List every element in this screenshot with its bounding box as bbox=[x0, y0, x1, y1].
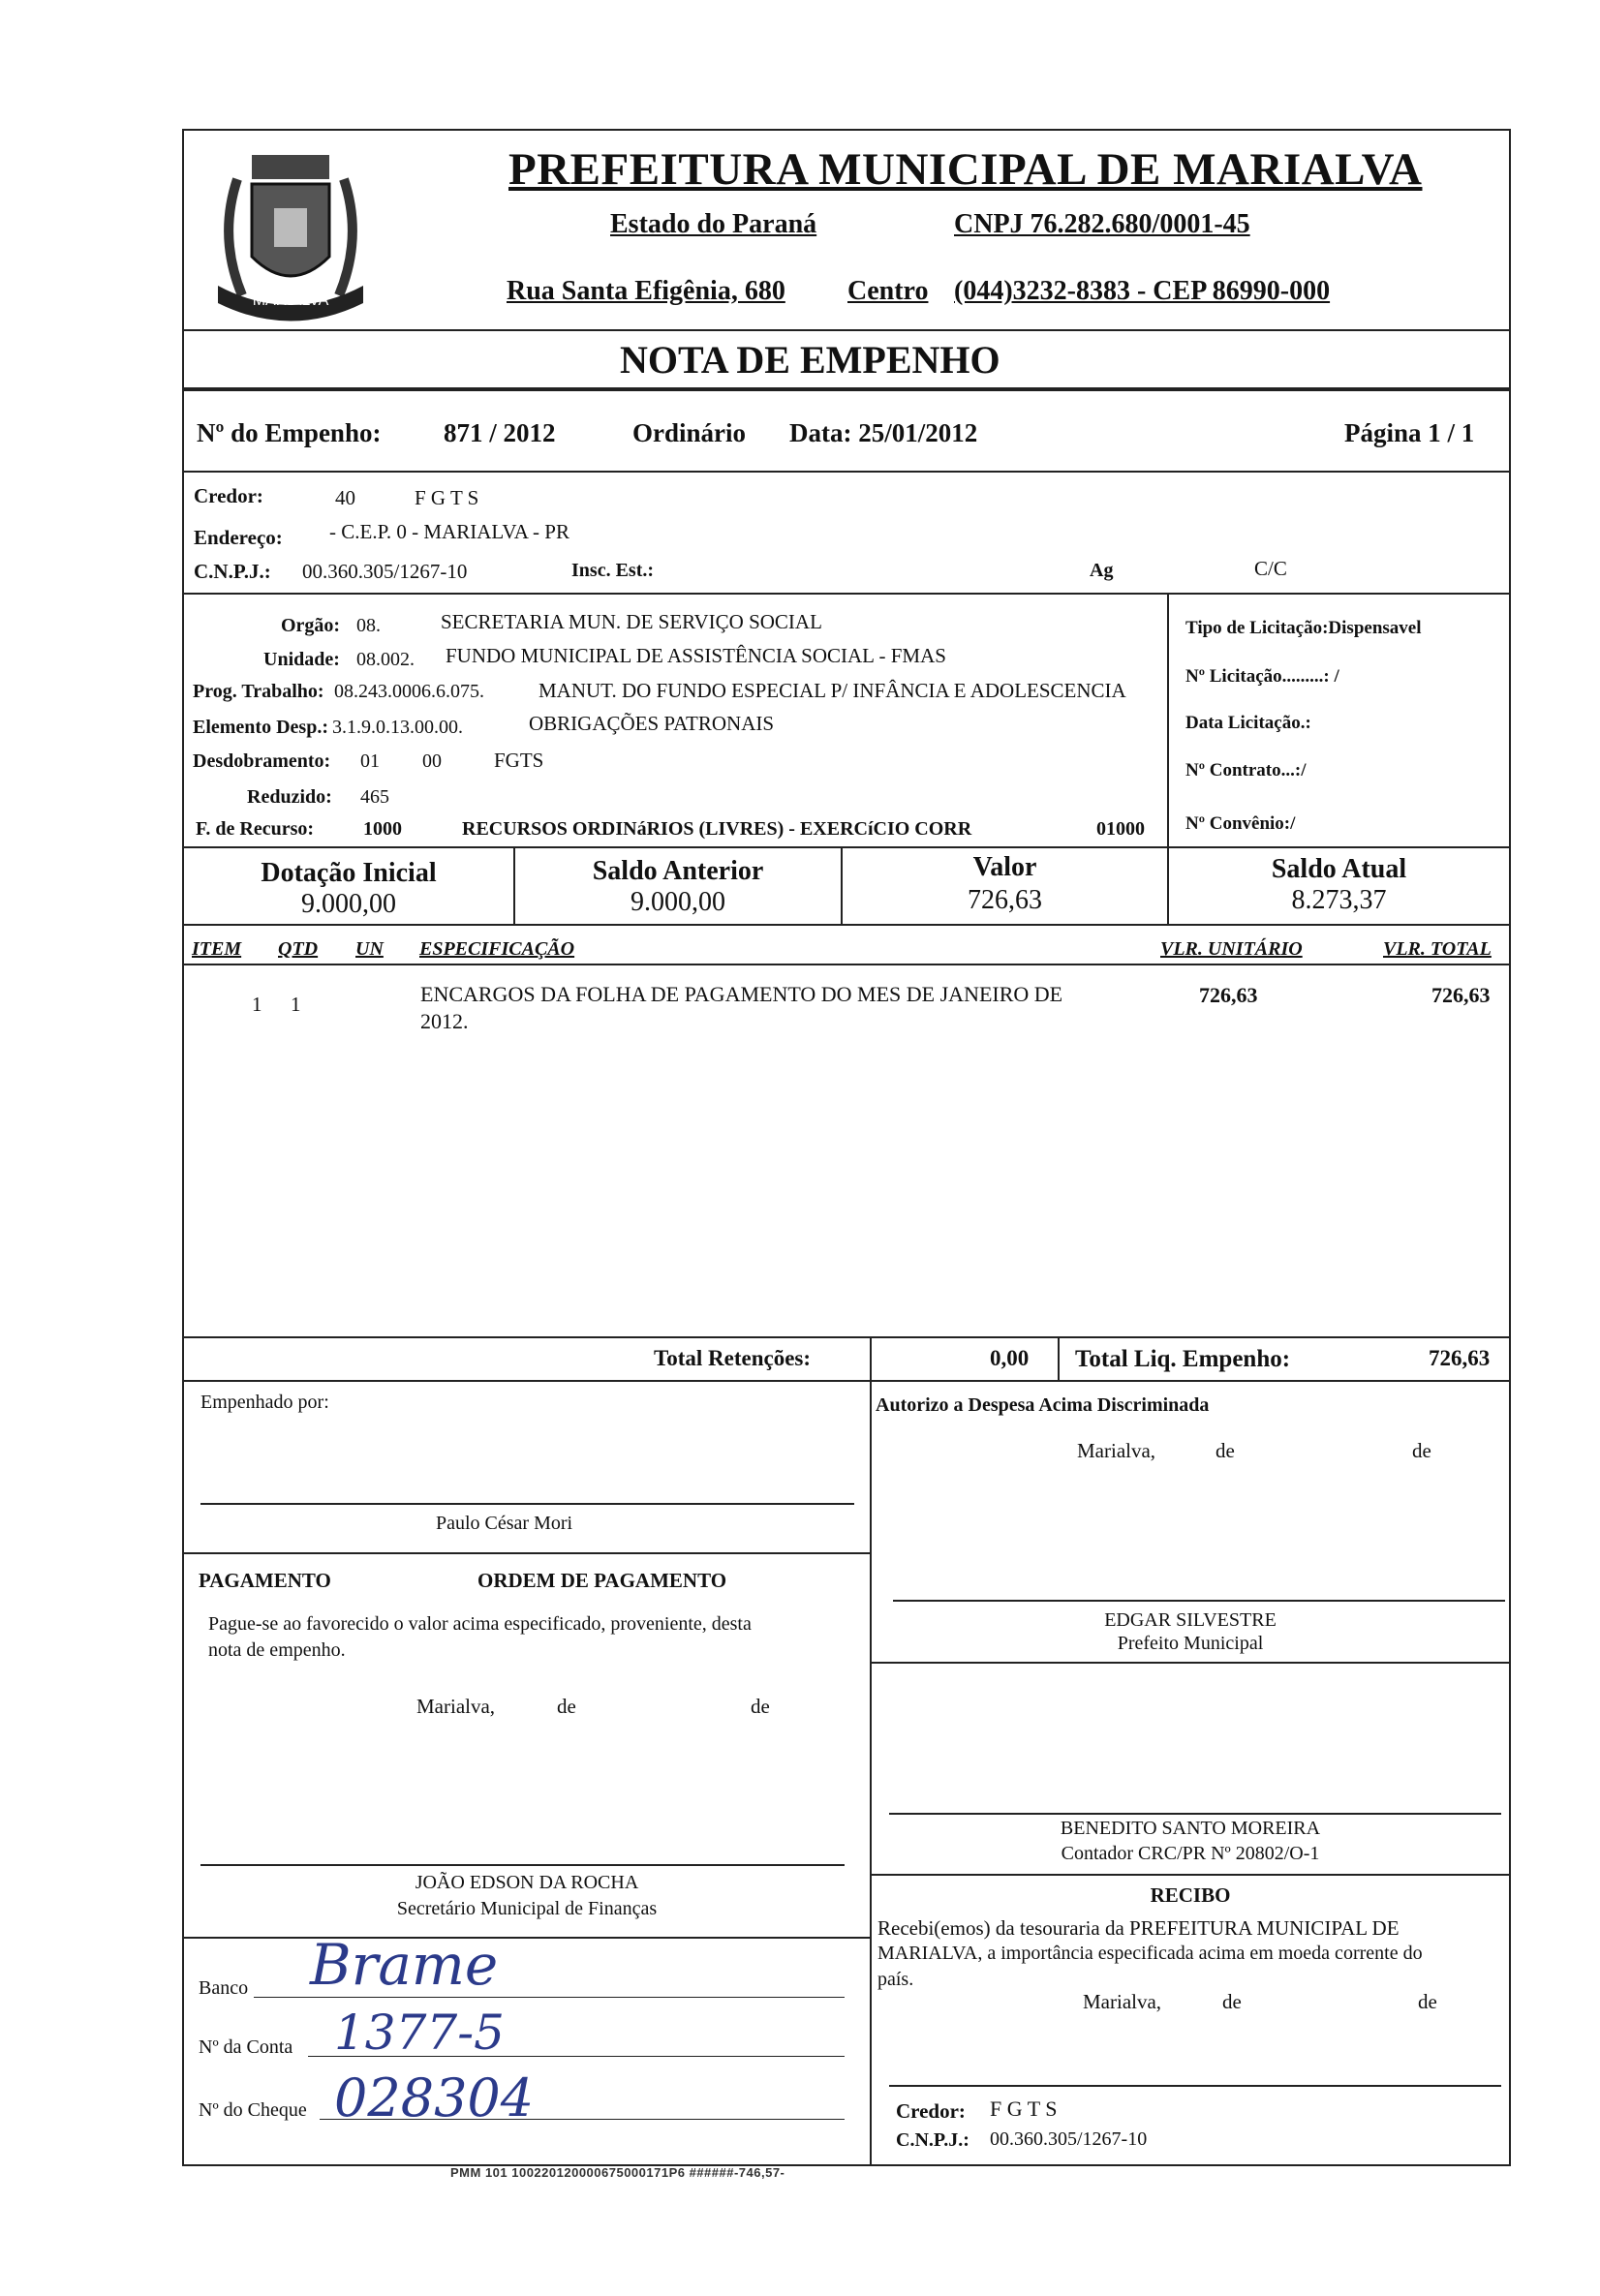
empenhado-name: Paulo César Mori bbox=[436, 1513, 573, 1534]
prefeito-title: Prefeito Municipal bbox=[1117, 1633, 1264, 1654]
divider bbox=[182, 329, 1511, 331]
numero-licitacao: Nº Licitação.........: / bbox=[1185, 666, 1339, 687]
unidade-code: 08.002. bbox=[356, 649, 415, 670]
cc-label: C/C bbox=[1254, 557, 1287, 580]
credor-label: Credor: bbox=[194, 484, 263, 507]
recibo-line-2: MARIALVA, a importância especificada acima em moeda corrente do bbox=[877, 1943, 1423, 1964]
page-title: PREFEITURA MUNICIPAL DE MARIALVA bbox=[508, 144, 1423, 195]
pagamento-de-1: de bbox=[557, 1695, 576, 1718]
divider bbox=[182, 964, 1511, 965]
signature-line bbox=[200, 1864, 845, 1866]
autorizo-label: Autorizo a Despesa Acima Discriminada bbox=[876, 1394, 1210, 1416]
dotacao-inicial-label: Dotação Inicial bbox=[261, 858, 437, 888]
fonte-recurso-num: 01000 bbox=[1096, 818, 1145, 840]
district-label: Centro bbox=[847, 276, 929, 306]
desdobramento-b: 00 bbox=[422, 750, 442, 772]
pagamento-text-1: Pague-se ao favorecido o valor acima especificado, proveniente, desta bbox=[208, 1613, 752, 1635]
divider bbox=[870, 1662, 1511, 1664]
liquido-value: 726,63 bbox=[1429, 1346, 1491, 1370]
recibo-de-2: de bbox=[1418, 1990, 1437, 2013]
autorizo-de-1: de bbox=[1215, 1439, 1235, 1462]
frame-right bbox=[1509, 129, 1511, 2166]
divider bbox=[182, 1552, 872, 1554]
signature-line bbox=[200, 1503, 854, 1505]
fonte-recurso-label: F. de Recurso: bbox=[196, 818, 315, 840]
fonte-recurso-code: 1000 bbox=[363, 818, 402, 840]
dotacao-inicial-value: 9.000,00 bbox=[301, 889, 396, 919]
contador-title: Contador CRC/PR Nº 20802/O-1 bbox=[1061, 1843, 1320, 1864]
recibo-line-1: Recebi(emos) da tesouraria da PREFEITURA MUNICIPAL DE bbox=[877, 1916, 1400, 1940]
valor-value: 726,63 bbox=[968, 885, 1042, 915]
divider bbox=[870, 1336, 872, 1381]
address-label: Rua Santa Efigênia, 680 bbox=[507, 276, 785, 306]
item-desc-line2: 2012. bbox=[420, 1009, 469, 1033]
contador-name: BENEDITO SANTO MOREIRA bbox=[1060, 1818, 1321, 1839]
signature-line bbox=[889, 2085, 1501, 2087]
banco-label: Banco bbox=[199, 1977, 249, 1999]
empenhado-label: Empenhado por: bbox=[200, 1392, 329, 1413]
signature-line bbox=[889, 1813, 1501, 1815]
saldo-atual-value: 8.273,37 bbox=[1291, 885, 1387, 915]
recibo-cnpj-value: 00.360.305/1267-10 bbox=[990, 2128, 1148, 2150]
divider bbox=[182, 387, 1511, 391]
data-licitacao: Data Licitação.: bbox=[1185, 713, 1311, 733]
frame-left bbox=[182, 129, 184, 2166]
signature-line bbox=[893, 1600, 1505, 1602]
divider bbox=[182, 593, 1511, 595]
prog-trabalho-desc: MANUT. DO FUNDO ESPECIAL P/ INFÂNCIA E ADOLESCENCIA bbox=[538, 679, 1126, 702]
unidade-label: Unidade: bbox=[263, 649, 340, 670]
item-qtd: 1 bbox=[291, 993, 301, 1016]
cheque-label: Nº do Cheque bbox=[199, 2099, 307, 2121]
ordem-pagamento-label: ORDEM DE PAGAMENTO bbox=[477, 1569, 727, 1592]
col-espec-header: ESPECIFICAÇÃO bbox=[419, 938, 575, 960]
credor-name: F G T S bbox=[415, 486, 479, 509]
saldo-atual-label: Saldo Atual bbox=[1271, 854, 1407, 884]
divider bbox=[870, 1874, 1511, 1876]
state-label: Estado do Paraná bbox=[610, 209, 817, 239]
liquido-label: Total Liq. Empenho: bbox=[1075, 1346, 1291, 1372]
prefeito-name: EDGAR SILVESTRE bbox=[1104, 1609, 1277, 1631]
col-qtd-header: QTD bbox=[278, 938, 319, 960]
pagamento-label: PAGAMENTO bbox=[199, 1569, 331, 1592]
orgao-code: 08. bbox=[356, 615, 381, 636]
item-total-value: 726,63 bbox=[1431, 983, 1491, 1007]
elemento-desc: OBRIGAÇÕES PATRONAIS bbox=[529, 712, 775, 735]
pagamento-de-2: de bbox=[751, 1695, 770, 1718]
autorizo-city: Marialva, bbox=[1077, 1439, 1156, 1462]
elemento-code: 3.1.9.0.13.00.00. bbox=[332, 717, 463, 738]
divider bbox=[182, 471, 1511, 473]
endereco-value: - C.E.P. 0 - MARIALVA - PR bbox=[329, 520, 569, 543]
reduzido-label: Reduzido: bbox=[247, 786, 332, 808]
secretario-title: Secretário Municipal de Finanças bbox=[396, 1898, 658, 1919]
fonte-recurso-desc: RECURSOS ORDINáRIOS (LIVRES) - EXERCíCIO CORR bbox=[462, 818, 972, 840]
pagamento-city: Marialva, bbox=[416, 1695, 496, 1718]
divider bbox=[182, 846, 1511, 848]
frame-bottom bbox=[182, 2164, 1511, 2166]
divider bbox=[182, 924, 1511, 926]
divider bbox=[182, 1380, 1511, 1382]
doc-title: NOTA DE EMPENHO bbox=[620, 338, 1000, 382]
credor-code: 40 bbox=[335, 486, 355, 509]
item-number: 1 bbox=[252, 993, 262, 1016]
recibo-city: Marialva, bbox=[1083, 1990, 1162, 2013]
empenho-number: 871 / 2012 bbox=[444, 418, 556, 447]
col-un-header: UN bbox=[355, 938, 384, 960]
pagamento-text-2: nota de empenho. bbox=[208, 1639, 346, 1661]
retencoes-label: Total Retenções: bbox=[654, 1346, 812, 1370]
page-number: Página 1 / 1 bbox=[1344, 418, 1475, 447]
recibo-line-3: país. bbox=[877, 1969, 914, 1990]
col-vlr-total-header: VLR. TOTAL bbox=[1383, 938, 1492, 960]
frame-top bbox=[182, 129, 1511, 131]
tipo-licitacao: Tipo de Licitação:Dispensavel bbox=[1185, 618, 1422, 638]
divider bbox=[1167, 593, 1169, 846]
municipal-logo bbox=[199, 140, 383, 334]
recibo-credor-value: F G T S bbox=[990, 2097, 1058, 2121]
svg-text:MARIALVA: MARIALVA bbox=[252, 292, 329, 309]
desdobramento-desc: FGTS bbox=[494, 749, 544, 772]
recibo-credor-label: Credor: bbox=[896, 2099, 966, 2123]
item-desc-line1: ENCARGOS DA FOLHA DE PAGAMENTO DO MES DE JANEIRO DE bbox=[420, 982, 1063, 1006]
divider bbox=[870, 1380, 872, 2164]
recibo-cnpj-label: C.N.P.J.: bbox=[896, 2129, 969, 2151]
desdobramento-a: 01 bbox=[360, 750, 380, 772]
reduzido-value: 465 bbox=[360, 786, 389, 808]
divider bbox=[1058, 1336, 1060, 1381]
endereco-label: Endereço: bbox=[194, 526, 283, 549]
empenho-type: Ordinário bbox=[632, 418, 747, 447]
item-unit-value: 726,63 bbox=[1199, 983, 1258, 1007]
ag-label: Ag bbox=[1090, 560, 1114, 581]
credor-cnpj: 00.360.305/1267-10 bbox=[302, 560, 468, 583]
cheque-handwritten: 028304 bbox=[334, 2067, 535, 2128]
banco-handwritten: Brame bbox=[310, 1932, 499, 1998]
col-vlr-unit-header: VLR. UNITÁRIO bbox=[1160, 938, 1303, 960]
divider bbox=[182, 1336, 1511, 1338]
orgao-label: Orgão: bbox=[281, 615, 341, 636]
empenho-date: Data: 25/01/2012 bbox=[789, 418, 978, 447]
recibo-de-1: de bbox=[1222, 1990, 1242, 2013]
phone-cep-label: (044)3232-8383 - CEP 86990-000 bbox=[954, 276, 1331, 306]
col-item-header: ITEM bbox=[192, 938, 242, 960]
saldo-anterior-label: Saldo Anterior bbox=[592, 856, 764, 886]
orgao-desc: SECRETARIA MUN. DE SERVIÇO SOCIAL bbox=[441, 610, 822, 633]
credor-cnpj-label: C.N.P.J.: bbox=[194, 560, 271, 583]
empenho-label: Nº do Empenho: bbox=[197, 418, 382, 447]
autorizo-de-2: de bbox=[1412, 1439, 1431, 1462]
conta-label: Nº da Conta bbox=[199, 2036, 293, 2058]
conta-handwritten: 1377-5 bbox=[334, 2005, 505, 2061]
retencoes-value: 0,00 bbox=[990, 1346, 1030, 1370]
saldo-anterior-value: 9.000,00 bbox=[631, 887, 725, 917]
insc-est-label: Insc. Est.: bbox=[571, 560, 655, 581]
recibo-title: RECIBO bbox=[1150, 1883, 1231, 1907]
cnpj-label: CNPJ 76.282.680/0001-45 bbox=[954, 209, 1250, 239]
numero-contrato: Nº Contrato...:/ bbox=[1185, 760, 1307, 781]
unidade-desc: FUNDO MUNICIPAL DE ASSISTÊNCIA SOCIAL - FMAS bbox=[446, 644, 946, 667]
micr-code: PMM 101 100220120000675000171P6 ######-746,57- bbox=[450, 2165, 785, 2180]
desdobramento-label: Desdobramento: bbox=[193, 750, 331, 772]
prog-trabalho-label: Prog. Trabalho: bbox=[193, 681, 324, 702]
divider bbox=[182, 1937, 872, 1939]
elemento-label: Elemento Desp.: bbox=[193, 717, 328, 738]
valor-label: Valor bbox=[972, 852, 1037, 882]
prog-trabalho-code: 08.243.0006.6.075. bbox=[334, 681, 484, 702]
numero-convenio: Nº Convênio:/ bbox=[1185, 813, 1296, 834]
secretario-name: JOÃO EDSON DA ROCHA bbox=[415, 1872, 639, 1893]
